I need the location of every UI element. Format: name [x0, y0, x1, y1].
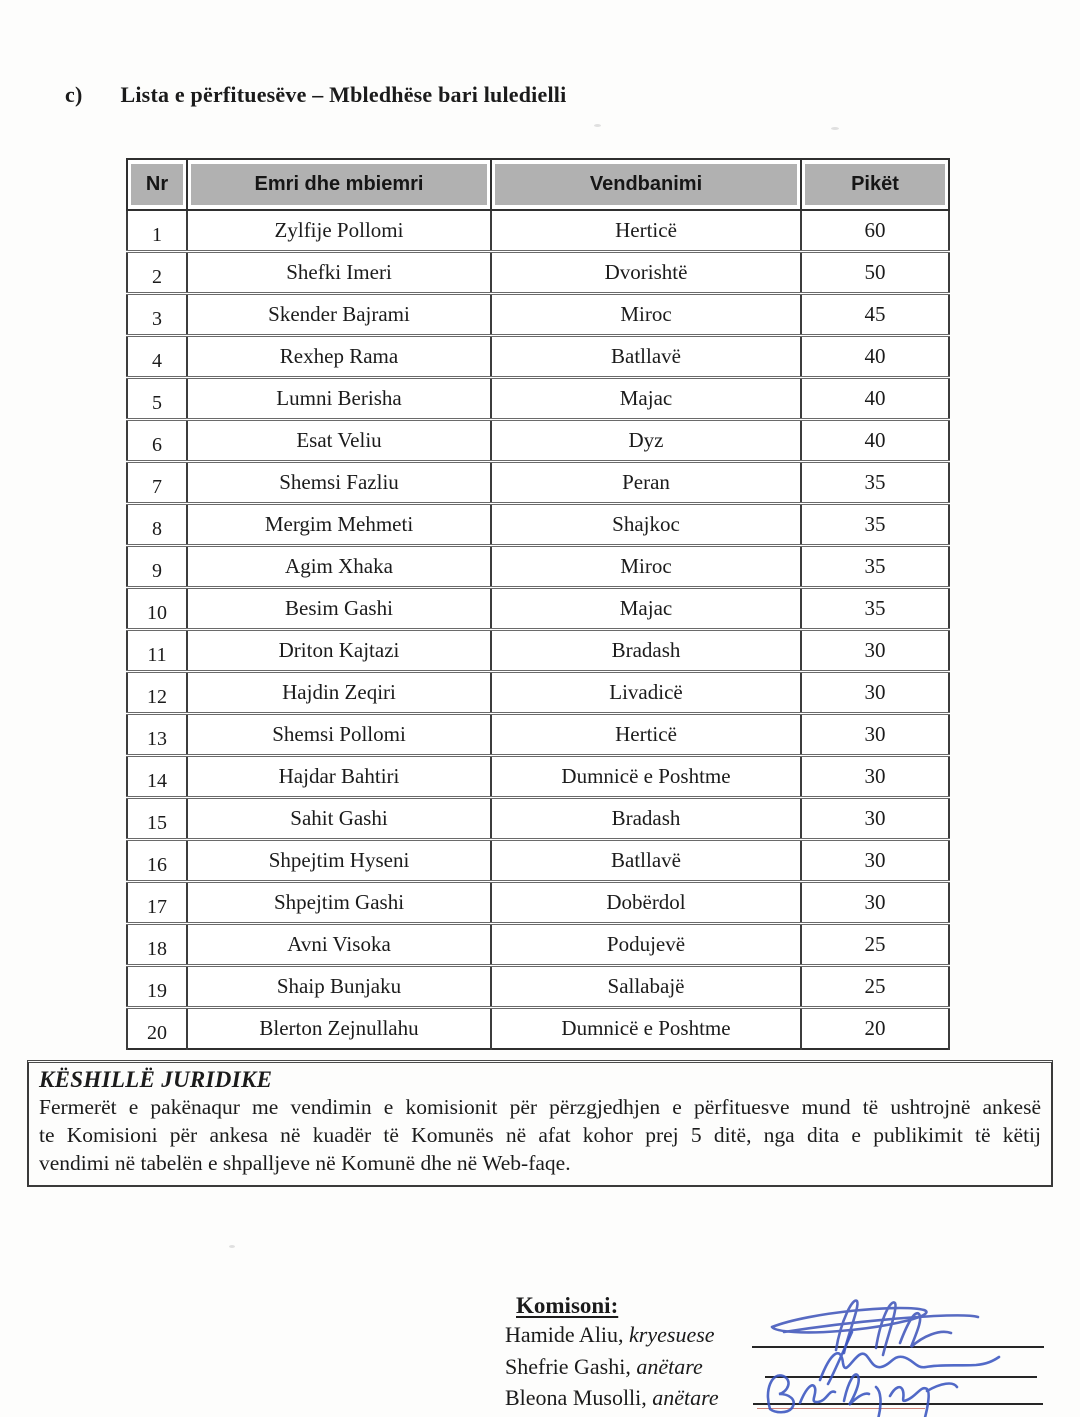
cell-nr: 15 — [127, 798, 187, 840]
cell-name: Skender Bajrami — [187, 294, 491, 336]
commission-member — [505, 1322, 715, 1348]
cell-residence: Dyz — [491, 420, 801, 462]
section-title — [65, 82, 566, 108]
table-row — [127, 336, 949, 378]
cell-nr: 1 — [127, 210, 187, 252]
cell-residence: Batllavë — [491, 336, 801, 378]
cell-nr: 9 — [127, 546, 187, 588]
cell-points: 25 — [801, 924, 949, 966]
cell-residence: Bradash — [491, 798, 801, 840]
cell-nr: 7 — [127, 462, 187, 504]
table-row — [127, 252, 949, 294]
cell-name: Besim Gashi — [187, 588, 491, 630]
cell-residence: Podujevë — [491, 924, 801, 966]
cell-points: 50 — [801, 252, 949, 294]
cell-name: Shefki Imeri — [187, 252, 491, 294]
legal-notice-heading: KËSHILLË JURIDIKE — [39, 1067, 273, 1092]
cell-name: Shpejtim Hyseni — [187, 840, 491, 882]
legal-notice-line: te Komisioni për ankesa në kuadër të Komunës në afat kohor prej 5 ditë, nga dita e publikimit të këtij — [39, 1123, 1041, 1147]
cell-name: Zylfije Pollomi — [187, 210, 491, 252]
cell-nr: 18 — [127, 924, 187, 966]
scan-speck — [831, 127, 839, 130]
scan-speck — [229, 1245, 235, 1248]
table-row — [127, 504, 949, 546]
cell-points: 30 — [801, 840, 949, 882]
cell-residence: Miroc — [491, 294, 801, 336]
cell-nr: 12 — [127, 672, 187, 714]
signatures-ink — [740, 1270, 1080, 1417]
cell-residence: Bradash — [491, 630, 801, 672]
cell-nr: 20 — [127, 1008, 187, 1050]
cell-points: 35 — [801, 588, 949, 630]
member-role: kryesuese — [629, 1322, 715, 1347]
cell-name: Shaip Bunjaku — [187, 966, 491, 1008]
cell-nr: 13 — [127, 714, 187, 756]
legal-notice-line: Fermerët e pakënaqur me vendimin e komisionit për përzgjedhjen e përfituesve mund të ushtrojnë ankesë — [39, 1095, 1041, 1119]
cell-nr: 5 — [127, 378, 187, 420]
scan-speck — [594, 124, 601, 127]
table-row — [127, 798, 949, 840]
cell-points: 35 — [801, 546, 949, 588]
table-row — [127, 462, 949, 504]
legal-notice-box — [27, 1060, 1053, 1187]
cell-name: Mergim Mehmeti — [187, 504, 491, 546]
cell-points: 30 — [801, 756, 949, 798]
member-role: anëtare — [652, 1385, 719, 1410]
cell-name: Rexhep Rama — [187, 336, 491, 378]
signature-ink-bleona — [768, 1374, 957, 1417]
cell-points: 35 — [801, 504, 949, 546]
cell-residence: Shajkoc — [491, 504, 801, 546]
cell-points: 30 — [801, 882, 949, 924]
header-nr-label: Nr — [131, 164, 183, 205]
cell-name: Agim Xhaka — [187, 546, 491, 588]
beneficiaries-table-body — [127, 210, 949, 1049]
table-row — [127, 714, 949, 756]
cell-residence: Dumnicë e Poshtme — [491, 1008, 801, 1050]
cell-points: 60 — [801, 210, 949, 252]
cell-nr: 14 — [127, 756, 187, 798]
header-points — [801, 159, 949, 210]
cell-residence: Dvorishtë — [491, 252, 801, 294]
cell-name: Esat Veliu — [187, 420, 491, 462]
cell-nr: 3 — [127, 294, 187, 336]
beneficiaries-table-wrap — [126, 158, 950, 1050]
table-row — [127, 1008, 949, 1050]
cell-residence: Sallabajë — [491, 966, 801, 1008]
table-row — [127, 672, 949, 714]
table-row — [127, 756, 949, 798]
table-row — [127, 546, 949, 588]
cell-name: Hajdin Zeqiri — [187, 672, 491, 714]
member-name: Bleona Musolli, — [505, 1385, 647, 1410]
table-header-row — [127, 159, 949, 210]
header-residence — [491, 159, 801, 210]
member-role: anëtare — [636, 1354, 703, 1379]
cell-nr: 6 — [127, 420, 187, 462]
cell-nr: 11 — [127, 630, 187, 672]
cell-points: 35 — [801, 462, 949, 504]
cell-nr: 16 — [127, 840, 187, 882]
member-name: Shefrie Gashi, — [505, 1354, 631, 1379]
table-row — [127, 630, 949, 672]
table-row — [127, 924, 949, 966]
cell-residence: Herticë — [491, 210, 801, 252]
cell-nr: 10 — [127, 588, 187, 630]
cell-nr: 2 — [127, 252, 187, 294]
cell-name: Blerton Zejnullahu — [187, 1008, 491, 1050]
header-points-label: Pikët — [805, 164, 945, 205]
cell-residence: Herticë — [491, 714, 801, 756]
table-row — [127, 840, 949, 882]
table-row — [127, 966, 949, 1008]
cell-name: Shemsi Fazliu — [187, 462, 491, 504]
member-name: Hamide Aliu, — [505, 1322, 624, 1347]
legal-notice-line: vendimi në tabelën e shpalljeve në Komunë dhe në Web-faqe. — [39, 1151, 571, 1175]
header-nr — [127, 159, 187, 210]
cell-points: 30 — [801, 672, 949, 714]
cell-residence: Batllavë — [491, 840, 801, 882]
cell-name: Shpejtim Gashi — [187, 882, 491, 924]
beneficiaries-table — [126, 158, 950, 1050]
cell-nr: 4 — [127, 336, 187, 378]
cell-points: 40 — [801, 378, 949, 420]
cell-name: Sahit Gashi — [187, 798, 491, 840]
commission-member — [505, 1354, 703, 1380]
cell-residence: Majac — [491, 378, 801, 420]
cell-name: Driton Kajtazi — [187, 630, 491, 672]
section-title-label: c) — [65, 82, 83, 107]
cell-points: 30 — [801, 714, 949, 756]
commission-heading: Komisoni: — [516, 1293, 619, 1318]
cell-residence: Majac — [491, 588, 801, 630]
cell-residence: Dobërdol — [491, 882, 801, 924]
commission-member — [505, 1385, 719, 1411]
cell-points: 20 — [801, 1008, 949, 1050]
cell-name: Hajdar Bahtiri — [187, 756, 491, 798]
table-row — [127, 378, 949, 420]
header-residence-label: Vendbanimi — [495, 164, 797, 205]
cell-nr: 8 — [127, 504, 187, 546]
cell-residence: Peran — [491, 462, 801, 504]
header-name-label: Emri dhe mbiemri — [191, 164, 487, 205]
cell-points: 30 — [801, 630, 949, 672]
cell-points: 25 — [801, 966, 949, 1008]
cell-residence: Dumnicë e Poshtme — [491, 756, 801, 798]
cell-points: 40 — [801, 336, 949, 378]
section-title-text: Lista e përfituesëve – Mbledhëse bari luledielli — [120, 82, 567, 107]
cell-name: Lumni Berisha — [187, 378, 491, 420]
cell-points: 45 — [801, 294, 949, 336]
table-row — [127, 210, 949, 252]
signature-ink-hamide — [772, 1301, 978, 1355]
cell-nr: 19 — [127, 966, 187, 1008]
cell-residence: Miroc — [491, 546, 801, 588]
cell-points: 40 — [801, 420, 949, 462]
table-row — [127, 420, 949, 462]
cell-nr: 17 — [127, 882, 187, 924]
cell-name: Avni Visoka — [187, 924, 491, 966]
table-row — [127, 882, 949, 924]
table-row — [127, 588, 949, 630]
cell-name: Shemsi Pollomi — [187, 714, 491, 756]
cell-points: 30 — [801, 798, 949, 840]
cell-residence: Livadicë — [491, 672, 801, 714]
header-name — [187, 159, 491, 210]
table-row — [127, 294, 949, 336]
